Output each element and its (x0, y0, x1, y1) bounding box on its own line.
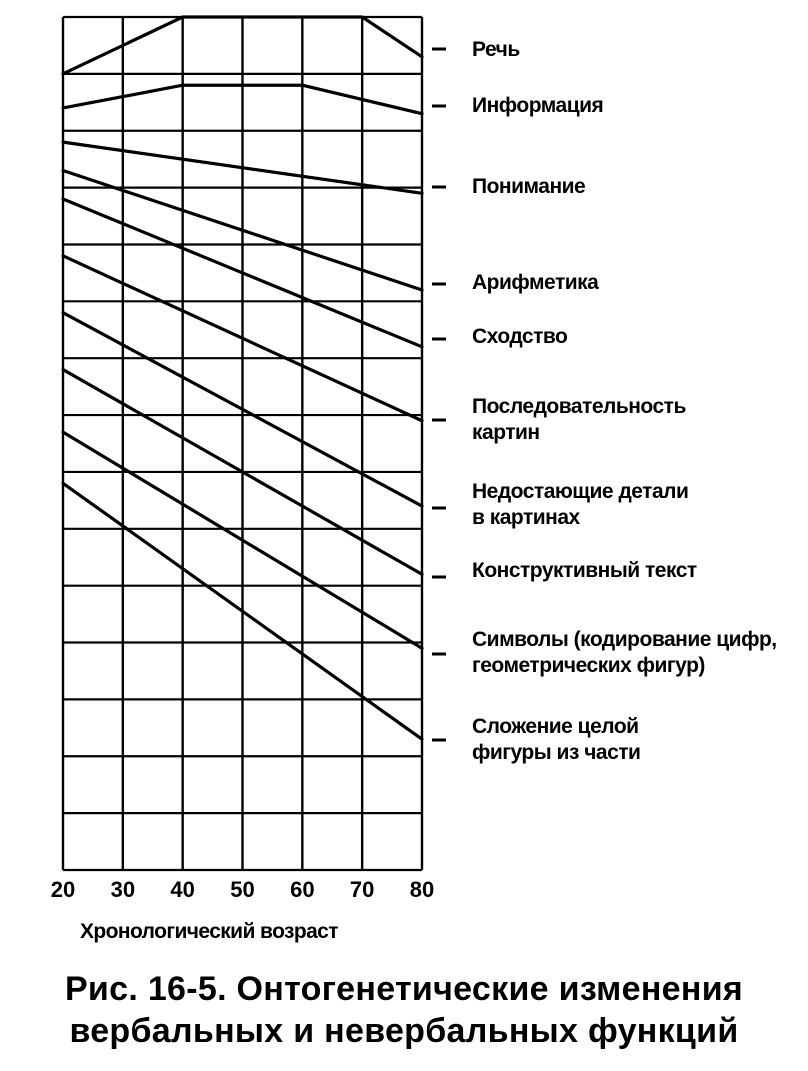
series-label-1 (472, 37, 520, 63)
x-tick-label-30: 30 (110, 877, 136, 902)
label-dash-markers (432, 49, 446, 740)
series-label-5-line-1: Сходство (472, 325, 568, 348)
series-label-9-line-1: Символы (кодирование цифр, (472, 628, 777, 651)
caption-line-1: Рис. 16-5. Онтогенетические изменения (64, 970, 744, 1008)
chart-grid (63, 17, 422, 870)
series-label-3-line-1: Понимание (472, 175, 586, 198)
series-label-6 (472, 394, 686, 446)
series-label-10 (472, 714, 640, 766)
series-label-2 (472, 93, 603, 119)
x-tick-label-80: 80 (409, 877, 435, 902)
series-label-10-line-2: фигуры из части (472, 741, 641, 764)
series-label-7-line-1: Недостающие детали (472, 480, 689, 503)
series-label-4-line-1: Арифметика (472, 271, 599, 294)
series-label-9-line-2: геометрических фигур) (472, 654, 705, 677)
series-label-7 (472, 479, 688, 531)
series-label-4 (472, 270, 598, 296)
series-label-2-line-1: Информация (472, 94, 604, 117)
series-label-7-line-2: в картинах (472, 506, 580, 529)
x-axis-label: Хронологический возраст (80, 920, 338, 943)
figure-caption (0, 968, 808, 1052)
series-label-6-line-2: картин (472, 421, 540, 444)
x-tick-label-70: 70 (349, 877, 375, 902)
caption-line-2: вербальных и невербальных функций (69, 1012, 739, 1050)
series-label-3 (472, 174, 585, 200)
x-tick-label-60: 60 (290, 877, 315, 902)
series-label-5 (472, 324, 567, 350)
series-label-10-line-1: Сложение целой (472, 715, 639, 738)
x-tick-label-40: 40 (170, 877, 195, 902)
x-tick-label-20: 20 (50, 877, 76, 902)
x-tick-label-50: 50 (230, 877, 255, 902)
series-label-9 (472, 627, 777, 679)
series-label-8-line-1: Конструктивный текст (472, 559, 697, 582)
series-label-6-line-1: Последовательность (472, 395, 686, 418)
series-label-1-line-1: Речь (472, 38, 520, 61)
series-label-8 (472, 558, 697, 584)
